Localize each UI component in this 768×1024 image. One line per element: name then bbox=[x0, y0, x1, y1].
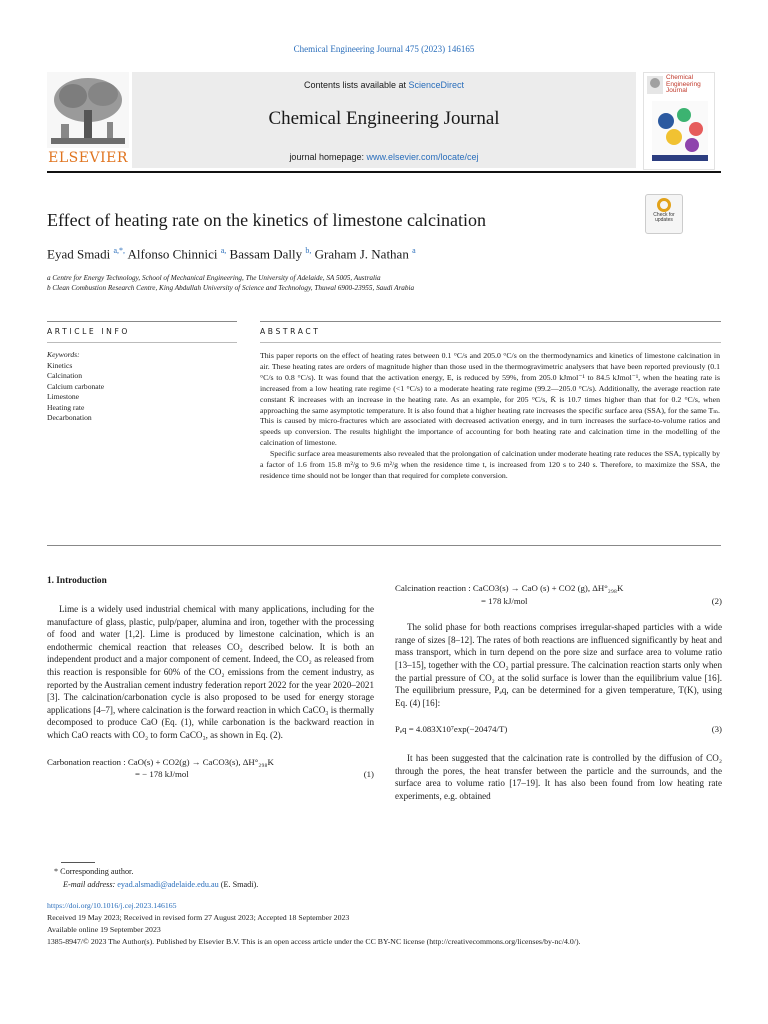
journal-banner bbox=[132, 72, 636, 168]
body-paragraph: It has been suggested that the calcination rate is controlled by the diffusion of CO₂ through the pores, the heat transfer between the particle and the surrounds, and the surface area to volume ratio [17–19]. It has also been found from low heating rate experiments, e.g. obtained bbox=[395, 752, 722, 801]
author-email-link[interactable]: eyad.alsmadi@adelaide.edu.au bbox=[117, 880, 219, 889]
equation-1-line-1: Carbonation reaction : CaO(s) + CO2(g) → CaCO3(s), ΔH°₂₉₈K bbox=[47, 756, 274, 767]
equation-3 bbox=[395, 723, 722, 736]
author-name[interactable]: Alfonso Chinnici bbox=[127, 246, 218, 262]
email-note bbox=[63, 879, 258, 891]
equation-1 bbox=[47, 756, 374, 781]
abstract-paragraph: Specific surface area measurements also revealed that the prolongation of calcination under moderate heating rate reduces the SSA, typically by a factor of 1.6 from 15.8 m²/g to 9.6 m²/g when the residence time t, is increased from 120 s to 240 s. Therefore, to maximize the SSA, the residence time should not be longer than that required for complete conversion. bbox=[260, 449, 720, 480]
body-paragraph: Lime is a widely used industrial chemical with many applications, including for the manufacture of glass, plastic, pulp/paper, alumina and iron, together with the processing of food and water [1,2]. Lime is produced by limestone calcination, which is an endothermic chemical reaction that releases CO₂ described below. It is both an independent product and a major component of cement. Indeed, the CO₂ as released from this reaction is responsible for 60% of the CO₂ emissions from the cement industry, as reported by the Australian cement industry federation report 2022 for the year 2020–2021 [3]. The calcination/carbonation cycle is also proposed to be used for energy storage applications [4–7], where calcination is the forward reaction in which CaCO₃ is thermally decomposed to produce CaO (Eq. (1), while carbonation is the backward reaction in which CaO reacts with CO₂ to form CaCO₃, as shown in Eq. (2). bbox=[47, 604, 374, 740]
equation-1-number: (1) bbox=[363, 769, 374, 780]
footnote-rule bbox=[61, 862, 95, 863]
author-affiliation-mark[interactable]: a,*, bbox=[113, 246, 125, 255]
abstract-rule bbox=[260, 321, 721, 322]
journal-homepage-link[interactable]: www.elsevier.com/locate/cej bbox=[366, 152, 479, 162]
check-updates-label: Check for updates bbox=[653, 212, 675, 223]
abstract-subrule bbox=[260, 342, 721, 343]
keywords-label: Keywords: bbox=[47, 350, 80, 359]
header-divider bbox=[47, 171, 721, 173]
author-name[interactable]: Bassam Dally bbox=[229, 246, 303, 262]
article-info-subrule bbox=[47, 342, 237, 343]
journal-cover-image[interactable] bbox=[643, 72, 715, 170]
author-name[interactable]: Graham J. Nathan bbox=[314, 246, 409, 262]
contents-line bbox=[132, 80, 636, 90]
available-online: Available online 19 September 2023 bbox=[47, 925, 161, 934]
intro-right-column bbox=[395, 582, 722, 802]
copyright-notice: 1385-8947/© 2023 The Author(s). Published by Elsevier B.V. This is an open access article under the CC BY-NC license (http://creativecommons.org/licenses/by-nc/4.0/). bbox=[47, 937, 581, 946]
affiliation: b Clean Combustion Research Centre, King Abdullah University of Science and Technology, Thuwal 6900-23955, Saudi Arabia bbox=[47, 284, 415, 292]
homepage-line bbox=[132, 152, 636, 162]
author-affiliation-mark[interactable]: a bbox=[412, 246, 416, 255]
keyword-item: Heating rate bbox=[47, 402, 85, 412]
cover-title: Chemical Engineering Journal bbox=[666, 74, 701, 94]
body-paragraph: The solid phase for both reactions comprises irregular-shaped particles with a wide range of sizes [8–12]. The rates of both reactions are influenced significantly by heat and mass transport, which in turn depend on the pore size and surface area to volume ratio [13–15], together with the CO₂ partial pressure. The calcination reaction starts only when the partial pressure of CO₂ at the solid surface is lower than the equilibrium value [16]. The equilibrium pressure, Pₑq, can be determined for a given temperature, T(K), using Eq. (4) [16]: bbox=[395, 622, 722, 708]
equation-2 bbox=[395, 582, 722, 607]
contents-prefix: Contents lists available at bbox=[303, 80, 409, 90]
equation-2-line-2: = 178 kJ/mol bbox=[481, 595, 528, 606]
keyword-item: Limestone bbox=[47, 392, 80, 401]
abstract-heading: ABSTRACT bbox=[260, 327, 321, 336]
author-name[interactable]: Eyad Smadi bbox=[47, 246, 111, 262]
check-for-updates-button[interactable] bbox=[645, 194, 683, 234]
equation-2-number: (2) bbox=[711, 595, 722, 606]
equation-1-line-2-row bbox=[47, 768, 374, 781]
equation-3-number: (3) bbox=[711, 724, 722, 735]
cover-logo-icon bbox=[647, 76, 663, 94]
affiliation: a Centre for Energy Technology, School of Mechanical Engineering, The University of Adelaide, SA 5005, Australia bbox=[47, 274, 381, 282]
abstract-body bbox=[260, 351, 720, 482]
corresponding-author-note: * Corresponding author. bbox=[54, 867, 134, 876]
equation-2-line-2-row bbox=[395, 595, 722, 608]
homepage-prefix: journal homepage: bbox=[289, 152, 367, 162]
article-title: Effect of heating rate on the kinetics of limestone calcination bbox=[47, 210, 487, 230]
article-info-rule bbox=[47, 321, 237, 322]
keyword-item: Decarbonation bbox=[47, 413, 92, 422]
intro-left-column bbox=[47, 603, 374, 781]
equation-1-line-2: = − 178 kJ/mol bbox=[135, 769, 189, 780]
equation-2-line-1: Calcination reaction : CaCO3(s) → CaO (s) + CO2 (g), ΔH°₂₉₈K bbox=[395, 583, 624, 593]
email-suffix: (E. Smadi). bbox=[218, 880, 259, 889]
keyword-item: Kinetics bbox=[47, 360, 73, 370]
publisher-name: ELSEVIER bbox=[48, 150, 128, 166]
author-list bbox=[47, 246, 727, 262]
cover-artwork-icon bbox=[652, 101, 708, 161]
journal-reference-link[interactable]: Chemical Engineering Journal 475 (2023) 146165 bbox=[293, 44, 475, 54]
abstract-end-rule bbox=[47, 545, 721, 546]
section-heading: 1. Introduction bbox=[47, 576, 107, 586]
keyword-item: Calcium carbonate bbox=[47, 381, 105, 391]
doi-link[interactable]: https://doi.org/10.1016/j.cej.2023.146165 bbox=[47, 901, 177, 910]
keywords-block bbox=[47, 350, 237, 424]
check-updates-icon bbox=[657, 198, 671, 212]
sciencedirect-link[interactable]: ScienceDirect bbox=[408, 80, 465, 90]
equation-3-body: Pₑq = 4.083X10⁷exp(−20474/T) bbox=[395, 724, 508, 735]
article-info-heading: ARTICLE INFO bbox=[47, 327, 131, 336]
author-affiliation-mark[interactable]: a, bbox=[220, 246, 227, 255]
author-affiliation-mark[interactable]: b, bbox=[305, 246, 312, 255]
keyword-item: Calcination bbox=[47, 371, 83, 380]
email-label: E-mail address: bbox=[63, 880, 118, 889]
abstract-paragraph: This paper reports on the effect of heating rates between 0.1 °C/s and 205.0 °C/s on the thermodynamics and kinetics of limestone calcination in air. These heating rates are orders of magnitude higher than those used in the thermogravimetric analysers that have been reported previously (0.1 °C/s to 0.8 °C/s). It was found that the activation energy, E, is reduced by 59%, from 205.0 kJmol⁻¹ to 84.5 kJmol⁻¹, when the heating rate is increased from a low heating rate regime (<1 °C/s) to a moderate heating rate regime (99.2—205.0 °C/s). Additionally, the average reaction rate constant K̄ increases with an increase in the heating rate. As an example, for 205 °C/s, K̄ is 10.7 times higher than that for 0.2 °C/s, when approaching the same asymptotic temperature. It is also found that a higher heating rate increases the specific surface area (SSA), for the same Tₘ. This is caused by micro-fractures which are associated with decreased activation energy, and in turn increases the surface-to-volume ratios and speeds up conversion. The results highlight the importance of accounting for both heating rate and calcination time in the modelling of the calcination of limestone. bbox=[260, 351, 720, 448]
elsevier-tree-icon bbox=[47, 72, 129, 148]
received-dates: Received 19 May 2023; Received in revised form 27 August 2023; Accepted 18 September 2023 bbox=[47, 913, 350, 922]
journal-title: Chemical Engineering Journal bbox=[268, 108, 500, 129]
